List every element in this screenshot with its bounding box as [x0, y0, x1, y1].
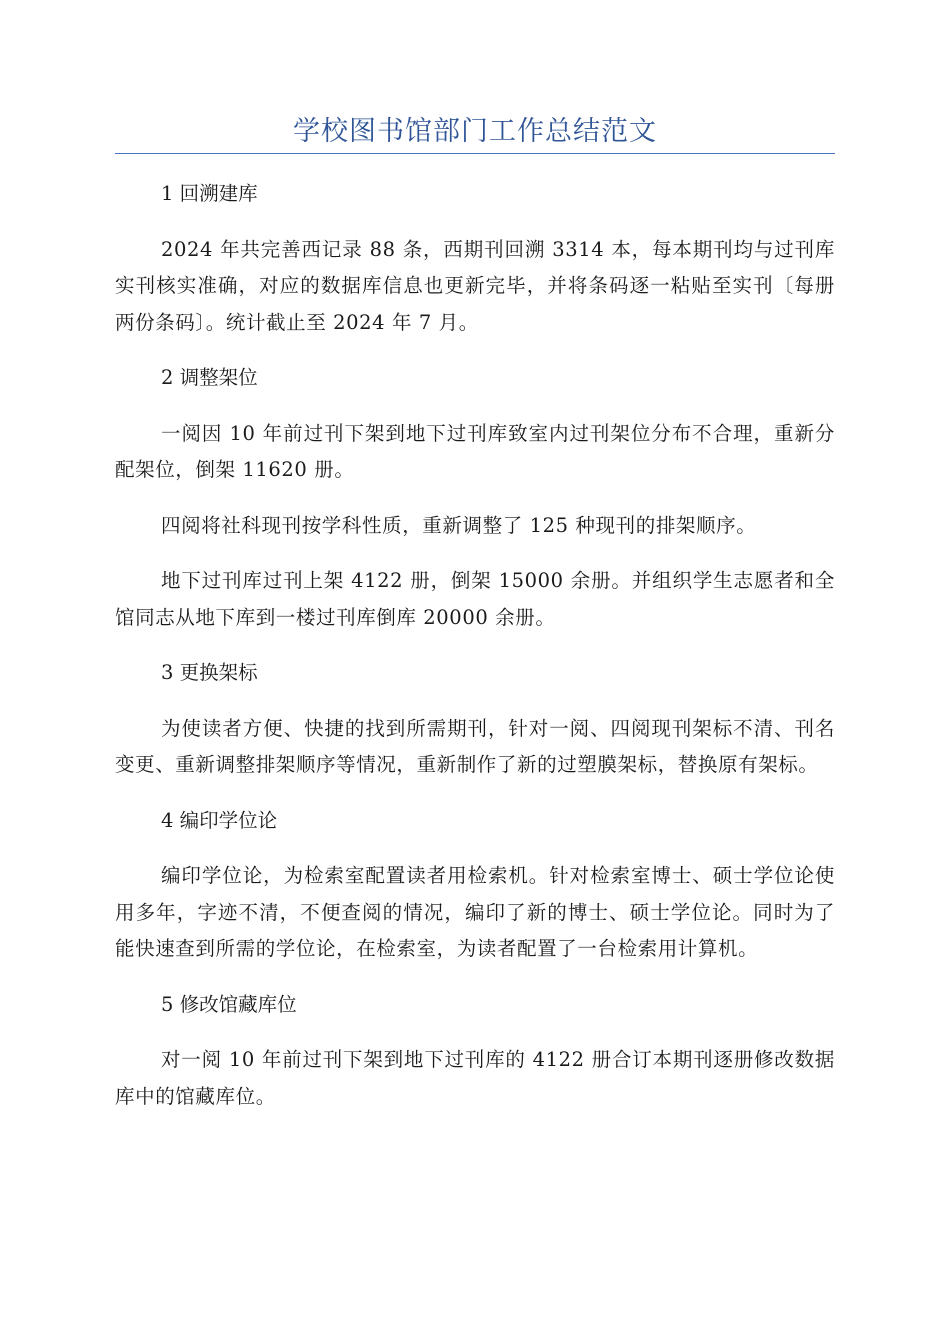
document-body: [115, 176, 835, 1134]
paragraph: 为使读者方便、快捷的找到所需期刊，针对一阅、四阅现刊架标不清、刊名变更、重新调整排架顺序等情况，重新制作了新的过塑膜架标，替换原有架标。: [115, 716, 835, 776]
section-heading: 3 更换架标: [161, 661, 258, 684]
paragraph: 对一阅 10 年前过刊下架到地下过刊库的 4122 册合订本期刊逐册修改数据库中的馆藏库位。: [115, 1048, 835, 1108]
paragraph: 编印学位论，为检索室配置读者用检索机。针对检索室博士、硕士学位论使用多年，字迹不清，不便查阅的情况，编印了新的博士、硕士学位论。同时为了能快速查到所需的学位论，在检索室，为读者配置了一台检索用计算机。: [115, 864, 835, 960]
section-heading: 1 回溯建库: [161, 182, 258, 205]
paragraph: 四阅将社科现刊按学科性质，重新调整了 125 种现刊的排架顺序。: [161, 513, 757, 537]
paragraph: 地下过刊库过刊上架 4122 册，倒架 15000 余册。并组织学生志愿者和全馆同志从地下库到一楼过刊库倒库 20000 余册。: [115, 569, 835, 629]
section-heading: 4 编印学位论: [161, 808, 278, 832]
paragraph: 一阅因 10 年前过刊下架到地下过刊库致室内过刊架位分布不合理，重新分配架位，倒架 11620 册。: [115, 421, 835, 481]
paragraph: 2024 年共完善西记录 88 条，西期刊回溯 3314 本，每本期刊均与过刊库实刊核实准确，对应的数据库信息也更新完毕，并将条码逐一粘贴至实刊〔每册两份条码〕。统计截止至 2024 年 7 月。: [115, 237, 835, 334]
section-heading: 2 调整架位: [161, 366, 258, 389]
title-underline: [115, 153, 835, 154]
section-heading: 5 修改馆藏库位: [161, 992, 297, 1016]
document-title: 学校图书馆部门工作总结范文: [293, 116, 657, 147]
